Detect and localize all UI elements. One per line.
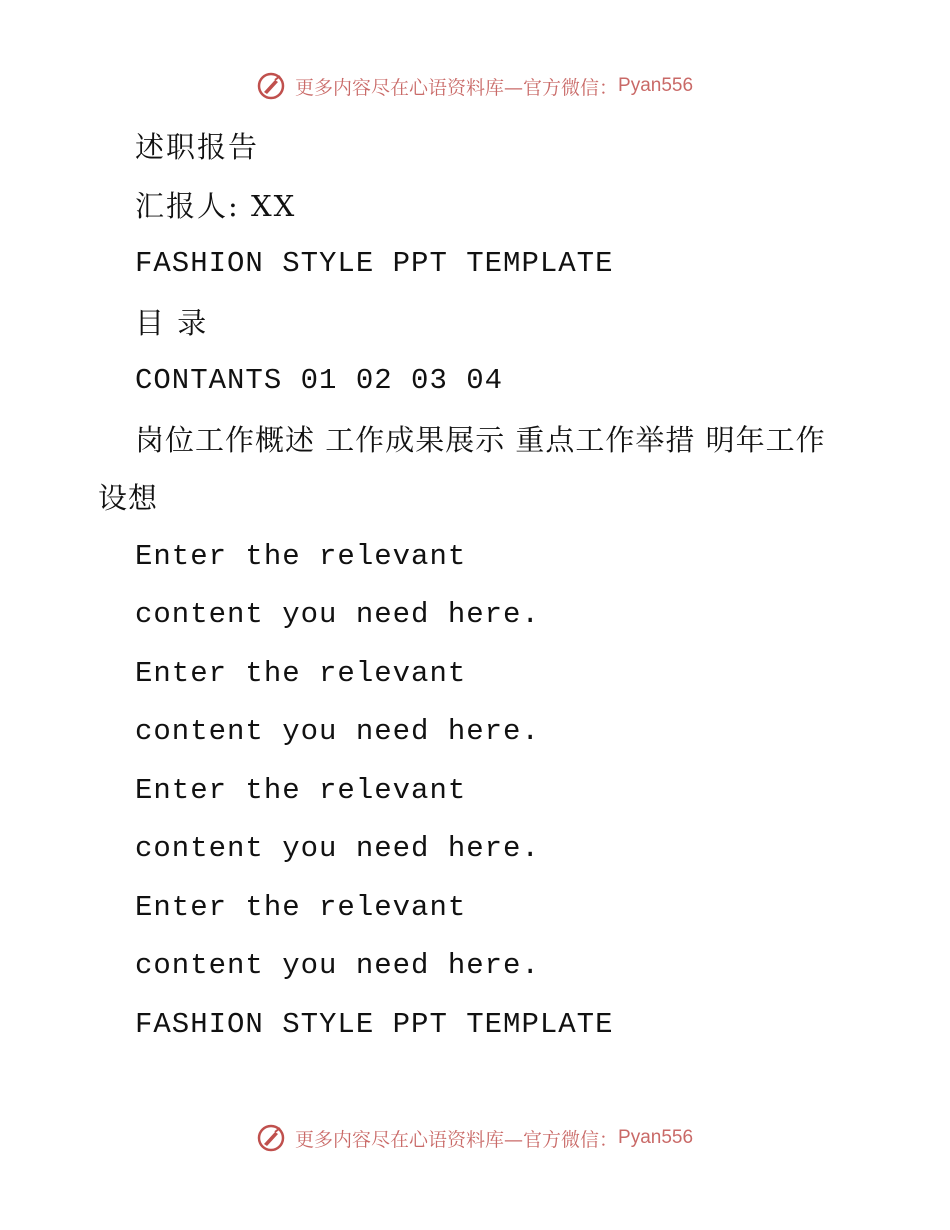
reporter-line: 汇报人: XX (135, 188, 297, 223)
doc-title: 述职报告 (135, 130, 260, 164)
section-list: 岗位工作概述 工作成果展示 重点工作举措 明年工作设想 (98, 422, 826, 515)
watermark-text: 更多内容尽在心语资料库—官方微信： (295, 1128, 619, 1151)
body-line: Enter the relevant (135, 890, 467, 924)
contents-line: CONTANTS 01 02 03 04 (135, 364, 504, 397)
body-line: Enter the relevant (135, 539, 467, 573)
quill-logo-icon (257, 1124, 285, 1152)
body-line: Enter the relevant (135, 773, 467, 807)
watermark-text: 更多内容尽在心语资料库—官方微信： (295, 76, 619, 99)
watermark-header (0, 72, 950, 100)
body-line: content you need here. (135, 598, 540, 631)
toc-heading: 目 录 (135, 305, 209, 340)
watermark-account: Pyan556 (618, 1127, 694, 1148)
quill-logo-icon (257, 72, 285, 100)
footer-template-line: FASHION STYLE PPT TEMPLATE (135, 1007, 614, 1041)
document-body (98, 118, 838, 1054)
watermark-account: Pyan556 (618, 75, 694, 96)
watermark-footer (0, 1124, 950, 1152)
body-line: Enter the relevant (135, 656, 467, 690)
subtitle-line: FASHION STYLE PPT TEMPLATE (135, 247, 614, 280)
body-line: content you need here. (135, 832, 540, 865)
body-line: content you need here. (135, 715, 540, 748)
body-line: content you need here. (135, 949, 540, 982)
